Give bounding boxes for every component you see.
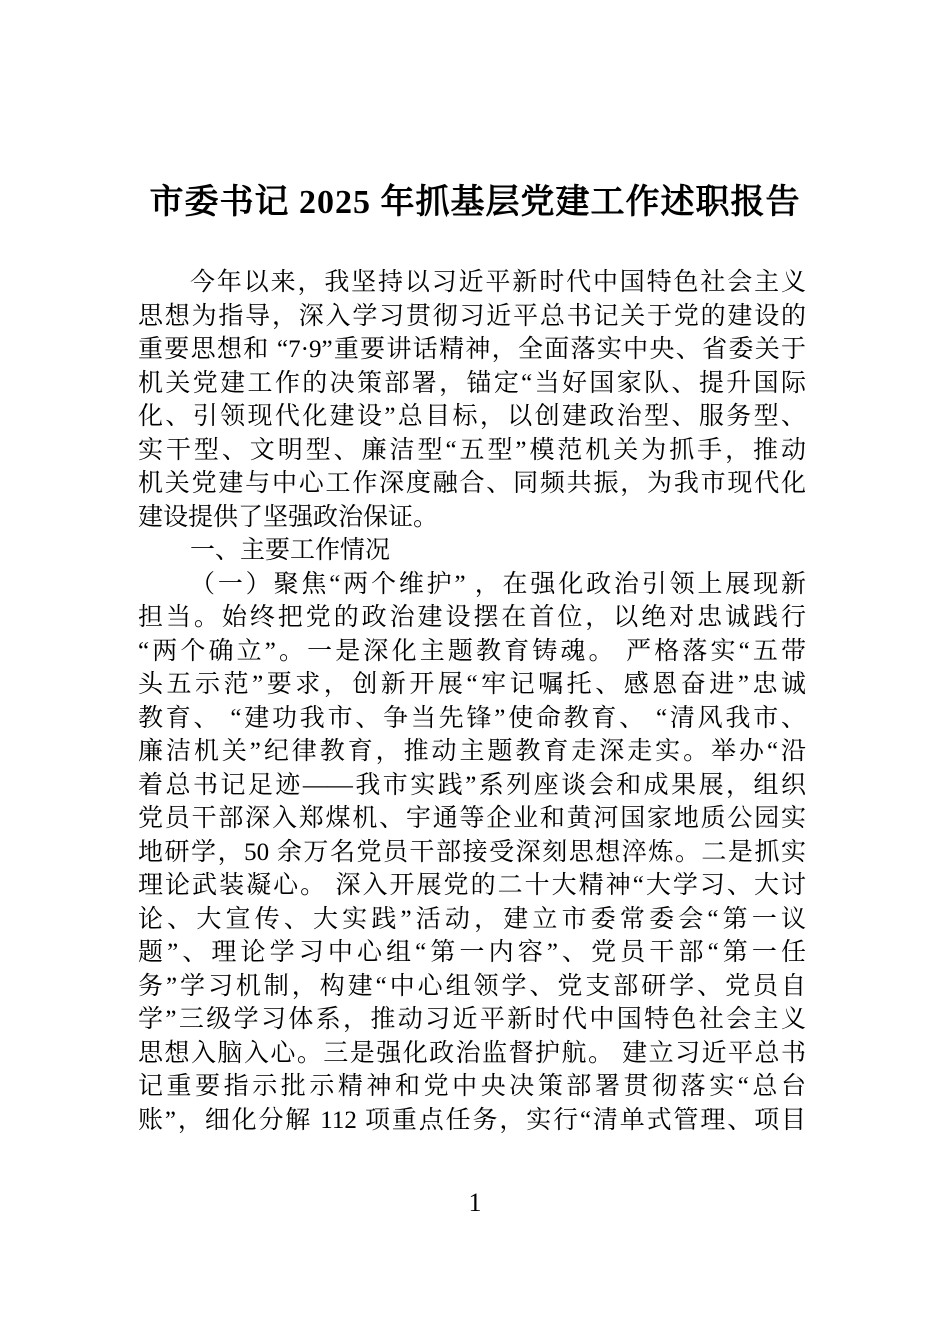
text-line: 一、主要工作情况 xyxy=(190,537,391,564)
text-line: 账”，细化分解 112 项重点任务，实行“清单式管理、项目 xyxy=(138,1106,806,1134)
text-line: “两个确立”。一是深化主题教育铸魂。 严格落实“五带 xyxy=(138,637,806,665)
text-line: 党员干部深入郑煤机、宇通等企业和黄河国家地质公园实 xyxy=(138,805,806,832)
text-line: 担当。始终把党的政治建设摆在首位，以绝对忠诚践行 xyxy=(138,604,806,631)
text-line: 论、大宣传、大实践”活动，建立市委常委会“第一议 xyxy=(138,905,806,933)
text-line: 实干型、文明型、廉洁型“五型”模范机关为抓手，推动 xyxy=(138,436,806,464)
text-line: 重要思想和 “7·9”重要讲话精神，全面落实中央、省委关于 xyxy=(138,336,806,363)
text-line: 题”、理论学习中心组“第一内容”、党员干部“第一任 xyxy=(138,939,806,966)
text-line: 记重要指示批示精神和党中央决策部署贯彻落实“总台 xyxy=(138,1073,806,1100)
text-line: 思想为指导，深入学习贯彻习近平总书记关于党的建设的 xyxy=(138,302,806,330)
text-line: 着总书记足迹——我市实践”系列座谈会和成果展，组织 xyxy=(138,771,806,799)
text-line: 地研学，50 余万名党员干部接受深刻思想淬炼。二是抓实 xyxy=(138,838,806,866)
text-line: 廉洁机关”纪律教育，推动主题教育走深走实。举办“沿 xyxy=(138,738,806,765)
text-line: 理论武装凝心。 深入开展党的二十大精神“大学习、大讨 xyxy=(138,872,806,899)
text-line: 教育、 “建功我市、争当先锋”使命教育、 “清风我市、 xyxy=(138,704,806,732)
text-line: 学”三级学习体系，推动习近平新时代中国特色社会主义 xyxy=(138,1006,806,1033)
text-line: （一）聚焦“两个维护” ，在强化政治引领上展现新 xyxy=(190,570,806,598)
text-line: 务”学习机制，构建“中心组领学、党支部研学、党员自 xyxy=(138,972,806,1000)
text-line: 机关党建与中心工作深度融合、同频共振，为我市现代化 xyxy=(138,470,806,497)
document-body xyxy=(138,266,806,1137)
text-line: 机关党建工作的决策部署，锚定“当好国家队、提升国际 xyxy=(138,369,806,397)
text-line: 化、引领现代化建设”总目标，以创建政治型、服务型、 xyxy=(138,403,806,430)
text-line: 头五示范”要求，创新开展“牢记嘱托、感恩奋进”忠诚 xyxy=(138,671,806,698)
page-number: 1 xyxy=(468,1188,482,1217)
text-line: 建设提供了坚强政治保证。 xyxy=(138,503,439,531)
text-line: 今年以来，我坚持以习近平新时代中国特色社会主义 xyxy=(190,269,806,296)
document-title: 市委书记 2025 年抓基层党建工作述职报告 xyxy=(149,184,801,221)
text-line: 思想入脑入心。三是强化政治监督护航。 建立习近平总书 xyxy=(138,1039,806,1067)
